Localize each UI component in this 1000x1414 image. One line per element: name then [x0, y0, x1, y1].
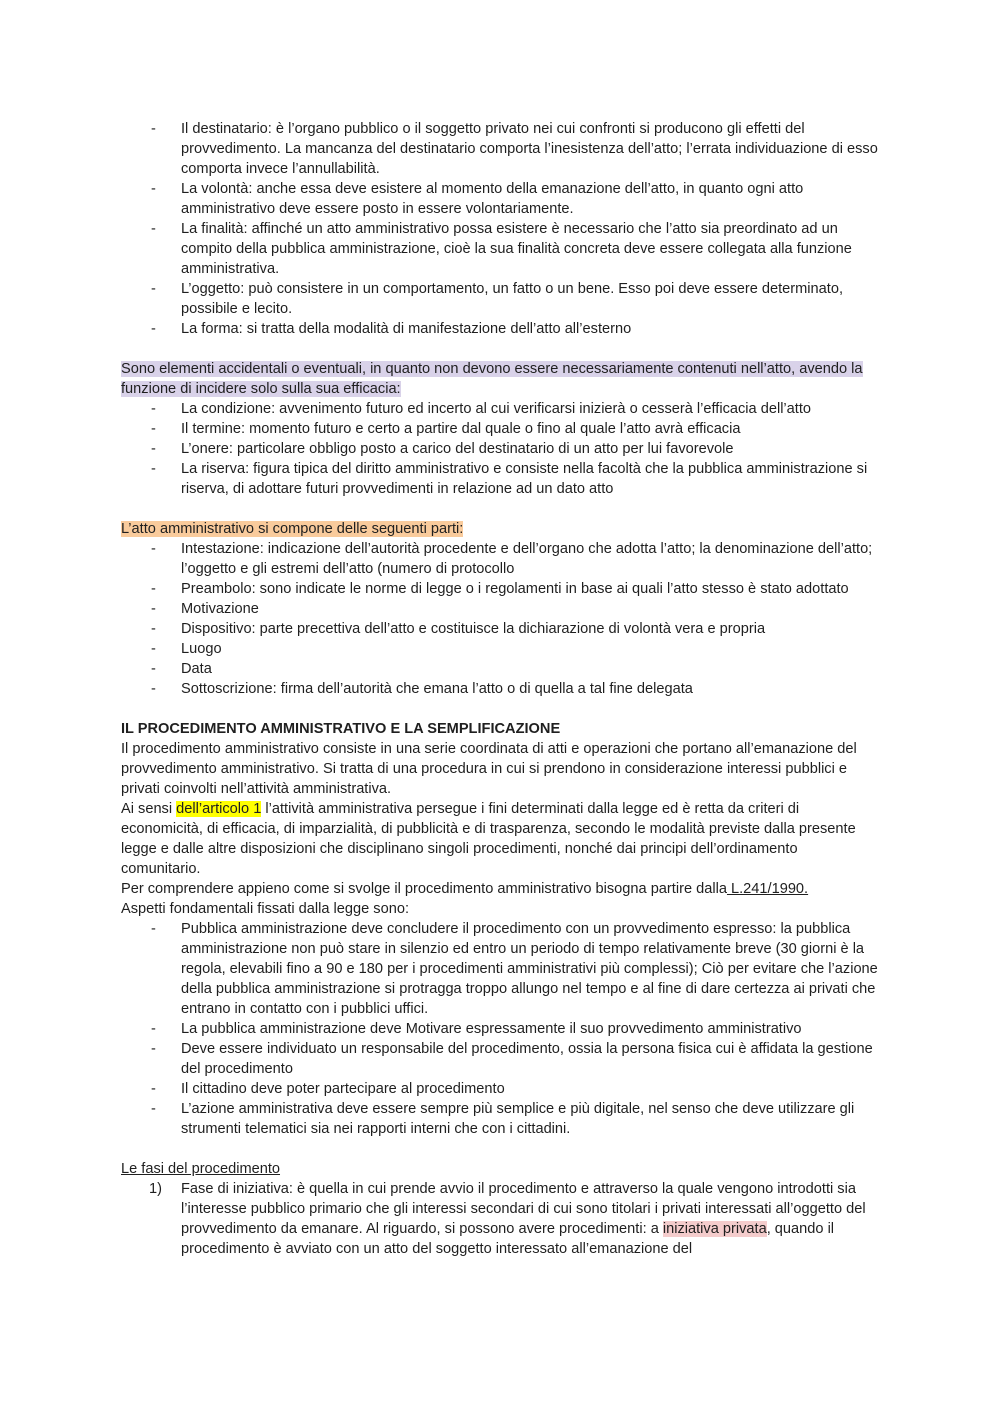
list-item: - Il destinatario: è l’organo pubblico o il soggetto privato nei cui confronti si producono gli effetti del provvedimento. La mancanza del destinatario comporta l’inesistenza dell’atto; l’errata individuazione di esso comporta invece l’annullabilità.	[121, 119, 881, 179]
list-item: - Il termine: momento futuro e certo a partire dal quale o fino al quale l’atto avrà efficacia	[121, 419, 881, 439]
list-number: 1)	[149, 1181, 162, 1197]
list-item: - La finalità: affinché un atto amministrativo possa esistere è necessario che l’atto sia preordinato ad un compito della pubblica amministrazione, cioè la sua finalità concreta deve essere collegata alla funzione amministrativa.	[121, 219, 881, 279]
highlight-pink: iniziativa privata	[662, 1221, 767, 1237]
text-run: , quando il procedimento è avviato con un atto del soggetto interessato all’emanazione del	[181, 1221, 835, 1257]
accidental-elements-intro	[121, 359, 881, 399]
paragraph	[121, 799, 881, 879]
fundamental-aspects-list	[121, 919, 881, 1139]
list-item: - Data	[121, 659, 881, 679]
list-item: - La volontà: anche essa deve esistere al momento della emanazione dell’atto, in quanto ogni atto amministrativo deve essere posto in essere volontariamente.	[121, 179, 881, 219]
text-run: Per comprendere appieno come si svolge il procedimento amministrativo bisogna partire dalla	[121, 881, 727, 897]
list-item: - Il cittadino deve poter partecipare al procedimento	[121, 1079, 881, 1099]
article-reference-highlight: dell’articolo 1	[176, 801, 262, 817]
list-item: - Luogo	[121, 639, 881, 659]
parts-intro	[121, 519, 881, 539]
highlight-lavender: Sono elementi accidentali o eventuali, in quanto non devono essere necessariamente contenuti nell’atto, avendo la funzione di incidere solo sulla sua efficacia:	[121, 361, 863, 397]
list-item: - La pubblica amministrazione deve Motivare espressamente il suo provvedimento amministrativo	[121, 1019, 881, 1039]
list-item: - Motivazione	[121, 599, 881, 619]
highlight-orange: L’atto amministrativo si compone delle seguenti parti:	[121, 521, 464, 537]
list-item: - Intestazione: indicazione dell’autorità procedente e dell’organo che adotta l’atto; la denominazione dell’atto; l’oggetto e gli estremi dell’atto (numero di protocollo	[121, 539, 881, 579]
list-item: - La forma: si tratta della modalità di manifestazione dell’atto all’esterno	[121, 319, 881, 339]
text-run: Ai sensi	[121, 801, 177, 817]
act-parts-list	[121, 539, 881, 699]
essential-elements-list	[121, 119, 881, 339]
list-item: - La riserva: figura tipica del diritto amministrativo e consiste nella facoltà che la pubblica amministrazione si riserva, di adottare futuri provvedimenti in relazione ad un dato atto	[121, 459, 881, 499]
list-item: - Sottoscrizione: firma dell’autorità che emana l’atto o di quella a tal fine delegata	[121, 679, 881, 699]
paragraph	[121, 879, 881, 899]
list-item: - L’azione amministrativa deve essere sempre più semplice e più digitale, nel senso che deve utilizzare gli strumenti telematici sia nei rapporti interni che con i cittadini.	[121, 1099, 881, 1139]
list-item: - Pubblica amministrazione deve concludere il procedimento con un provvedimento espresso: la pubblica amministrazione non può stare in silenzio ed entro un periodo di tempo relativamente breve (30 giorni è la regola, elevabili fino a 90 e 180 per i procedimenti amministrativi più complessi); Ciò per evitare che l’azione della pubblica amministrazione si protragga troppo allungo nel tempo e al fine di dare certezza ai privati che entrano in contatto con i pubblici uffici.	[121, 919, 881, 1019]
phases-list	[121, 1179, 881, 1259]
list-item: - L’oggetto: può consistere in un comportamento, un fatto o un bene. Esso poi deve essere determinato, possibile e lecito.	[121, 279, 881, 319]
text-run: Fase di iniziativa: è quella in cui prende avvio il procedimento e attraverso la quale vengono introdotti sia l’interesse pubblico primario che gli interessi secondari di cui sono titolari i privati interessati all’oggetto del provvedimento da emanare. Al riguardo, si possono avere procedimenti: a	[181, 1181, 866, 1237]
paragraph: Il procedimento amministrativo consiste in una serie coordinata di atti e operazioni che portano all’emanazione del provvedimento amministrativo. Si tratta di una procedura in cui si prendono in considerazione interessi pubblici e privati coinvolti nell’attività amministrativa.	[121, 741, 857, 797]
document-page	[121, 119, 881, 1259]
text-run: l’attività amministrativa persegue i fini determinati dalla legge ed è retta da criteri di economicità, di efficacia, di imparzialità, di pubblicità e di trasparenza, secondo le modalità previste dalla presente legge e dalle altre disposizioni che disciplinano singoli procedimenti, nonché dai principi dell’ordinamento comunitario.	[121, 801, 856, 877]
accidental-elements-list	[121, 399, 881, 499]
list-item: - L’onere: particolare obbligo posto a carico del destinatario di un atto per lui favorevole	[121, 439, 881, 459]
list-item	[121, 1179, 881, 1259]
list-item: - Dispositivo: parte precettiva dell’atto e costituisce la dichiarazione di volontà vera e propria	[121, 619, 881, 639]
list-item: - Deve essere individuato un responsabile del procedimento, ossia la persona fisica cui è affidata la gestione del procedimento	[121, 1039, 881, 1079]
law-reference: L.241/1990.	[726, 881, 809, 897]
list-item: - La condizione: avvenimento futuro ed incerto al cui verificarsi inizierà o cesserà l’efficacia dell’atto	[121, 399, 881, 419]
subsection-heading: Le fasi del procedimento	[121, 1161, 281, 1177]
paragraph: Aspetti fondamentali fissati dalla legge sono:	[121, 901, 409, 917]
list-item: - Preambolo: sono indicate le norme di legge o i regolamenti in base ai quali l’atto stesso è stato adottato	[121, 579, 881, 599]
section-heading: IL PROCEDIMENTO AMMINISTRATIVO E LA SEMPLIFICAZIONE	[121, 721, 561, 737]
